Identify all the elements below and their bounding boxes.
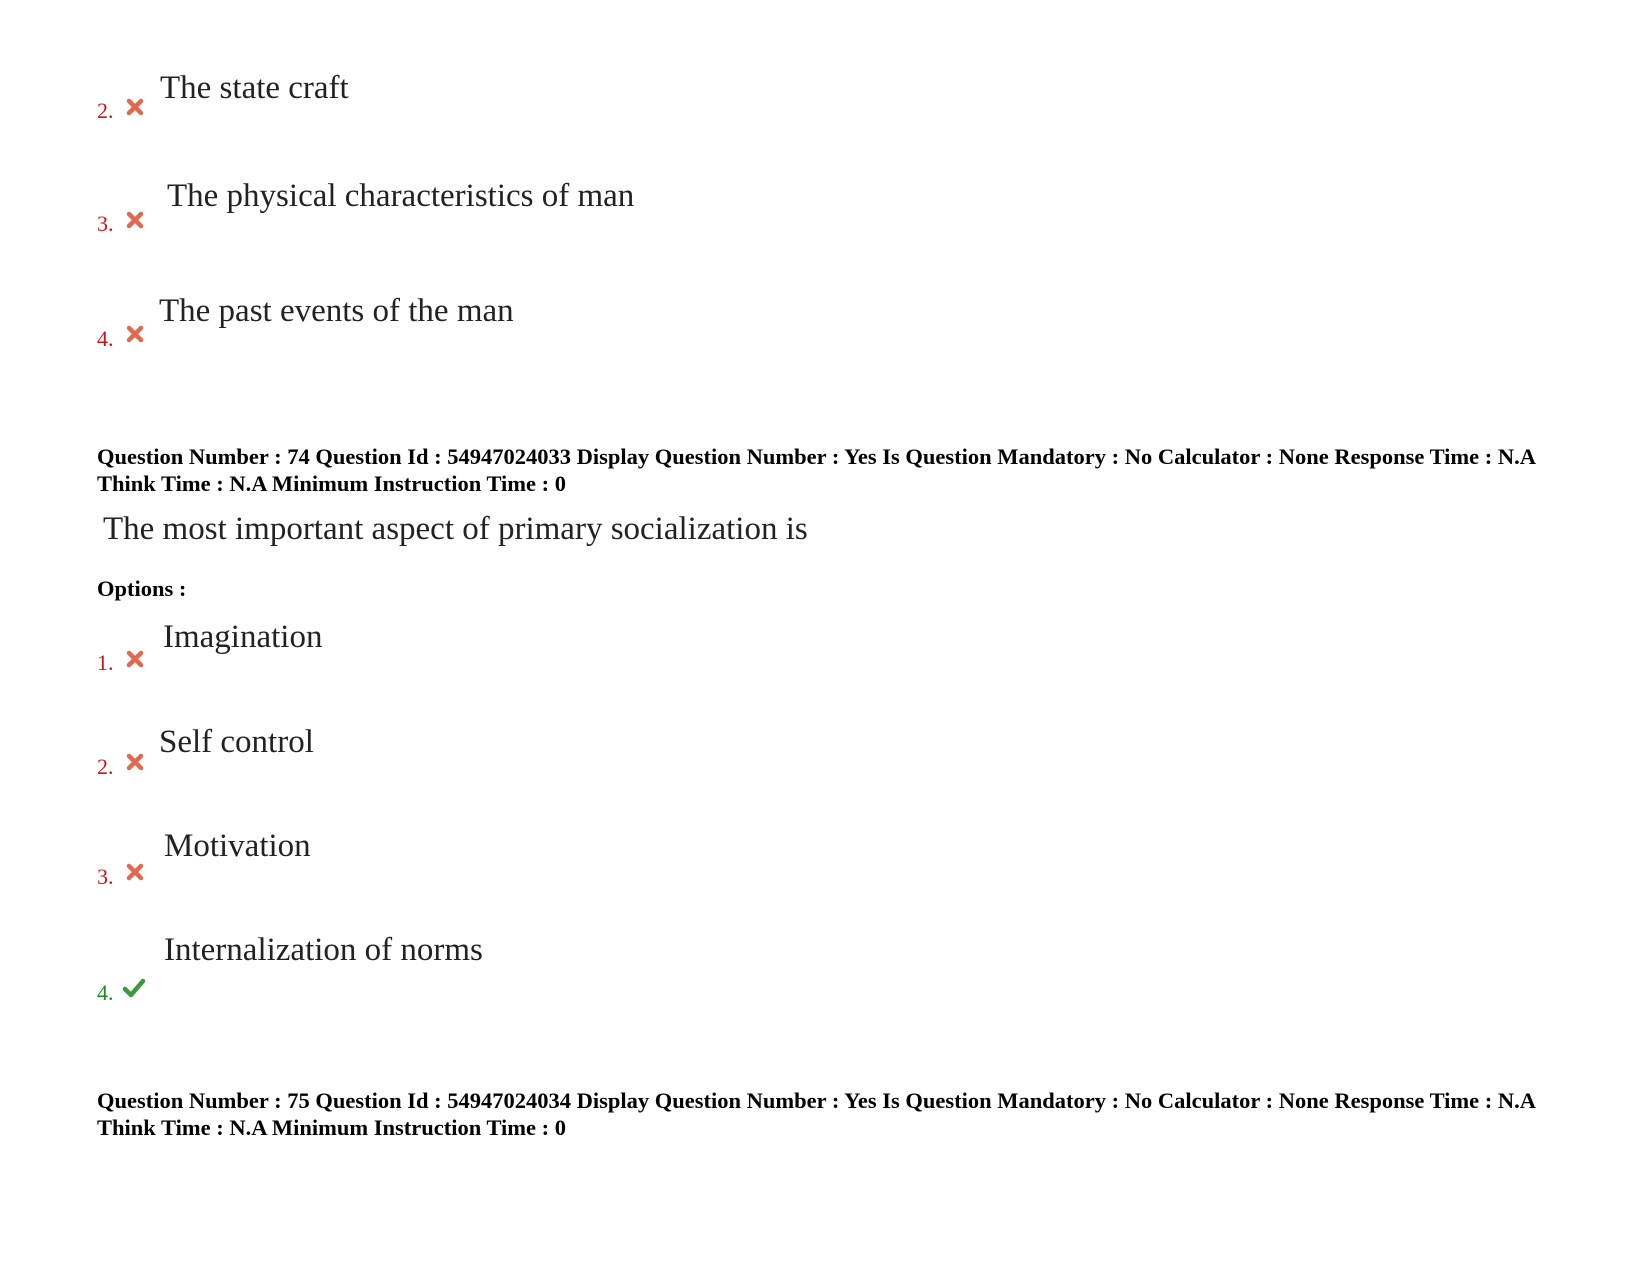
option-row [97,617,997,697]
question-74-meta: Question Number : 74 Question Id : 54947024033 Display Question Number : Yes Is Question Mandatory : No Calculator : None Response Time : N.A Think Time : N.A Minimum Instruction Time : 0 [97,444,1535,496]
option-text: Self control [159,724,314,760]
option-number: 4. [97,326,114,351]
option-text: Imagination [163,619,323,655]
option-text: The state craft [160,70,349,106]
option-text: The past events of the man [159,293,514,329]
cross-icon [124,648,146,670]
cross-icon [124,96,146,118]
option-text: Motivation [164,828,311,864]
cross-icon [124,861,146,883]
option-text: Internalization of norms [164,932,483,968]
option-number: 1. [97,650,114,675]
option-row [97,826,997,906]
check-icon [122,977,146,999]
option-row [97,722,997,802]
question-74-text: The most important aspect of primary socialization is [103,511,808,547]
option-number: 2. [97,98,114,123]
option-row [97,930,997,1010]
cross-icon [124,323,146,345]
option-number: 2. [97,754,114,779]
question-75-meta: Question Number : 75 Question Id : 54947024034 Display Question Number : Yes Is Question Mandatory : No Calculator : None Response Time : N.A Think Time : N.A Minimum Instruction Time : 0 [97,1088,1535,1140]
option-number: 3. [97,864,114,889]
option-row [97,68,997,148]
option-row [97,176,997,256]
option-text: The physical characteristics of man [167,178,635,214]
option-number: 3. [97,211,114,236]
option-row [97,291,997,371]
option-number: 4. [97,980,114,1005]
cross-icon [124,209,146,231]
options-label: Options : [97,576,187,601]
cross-icon [124,751,146,773]
